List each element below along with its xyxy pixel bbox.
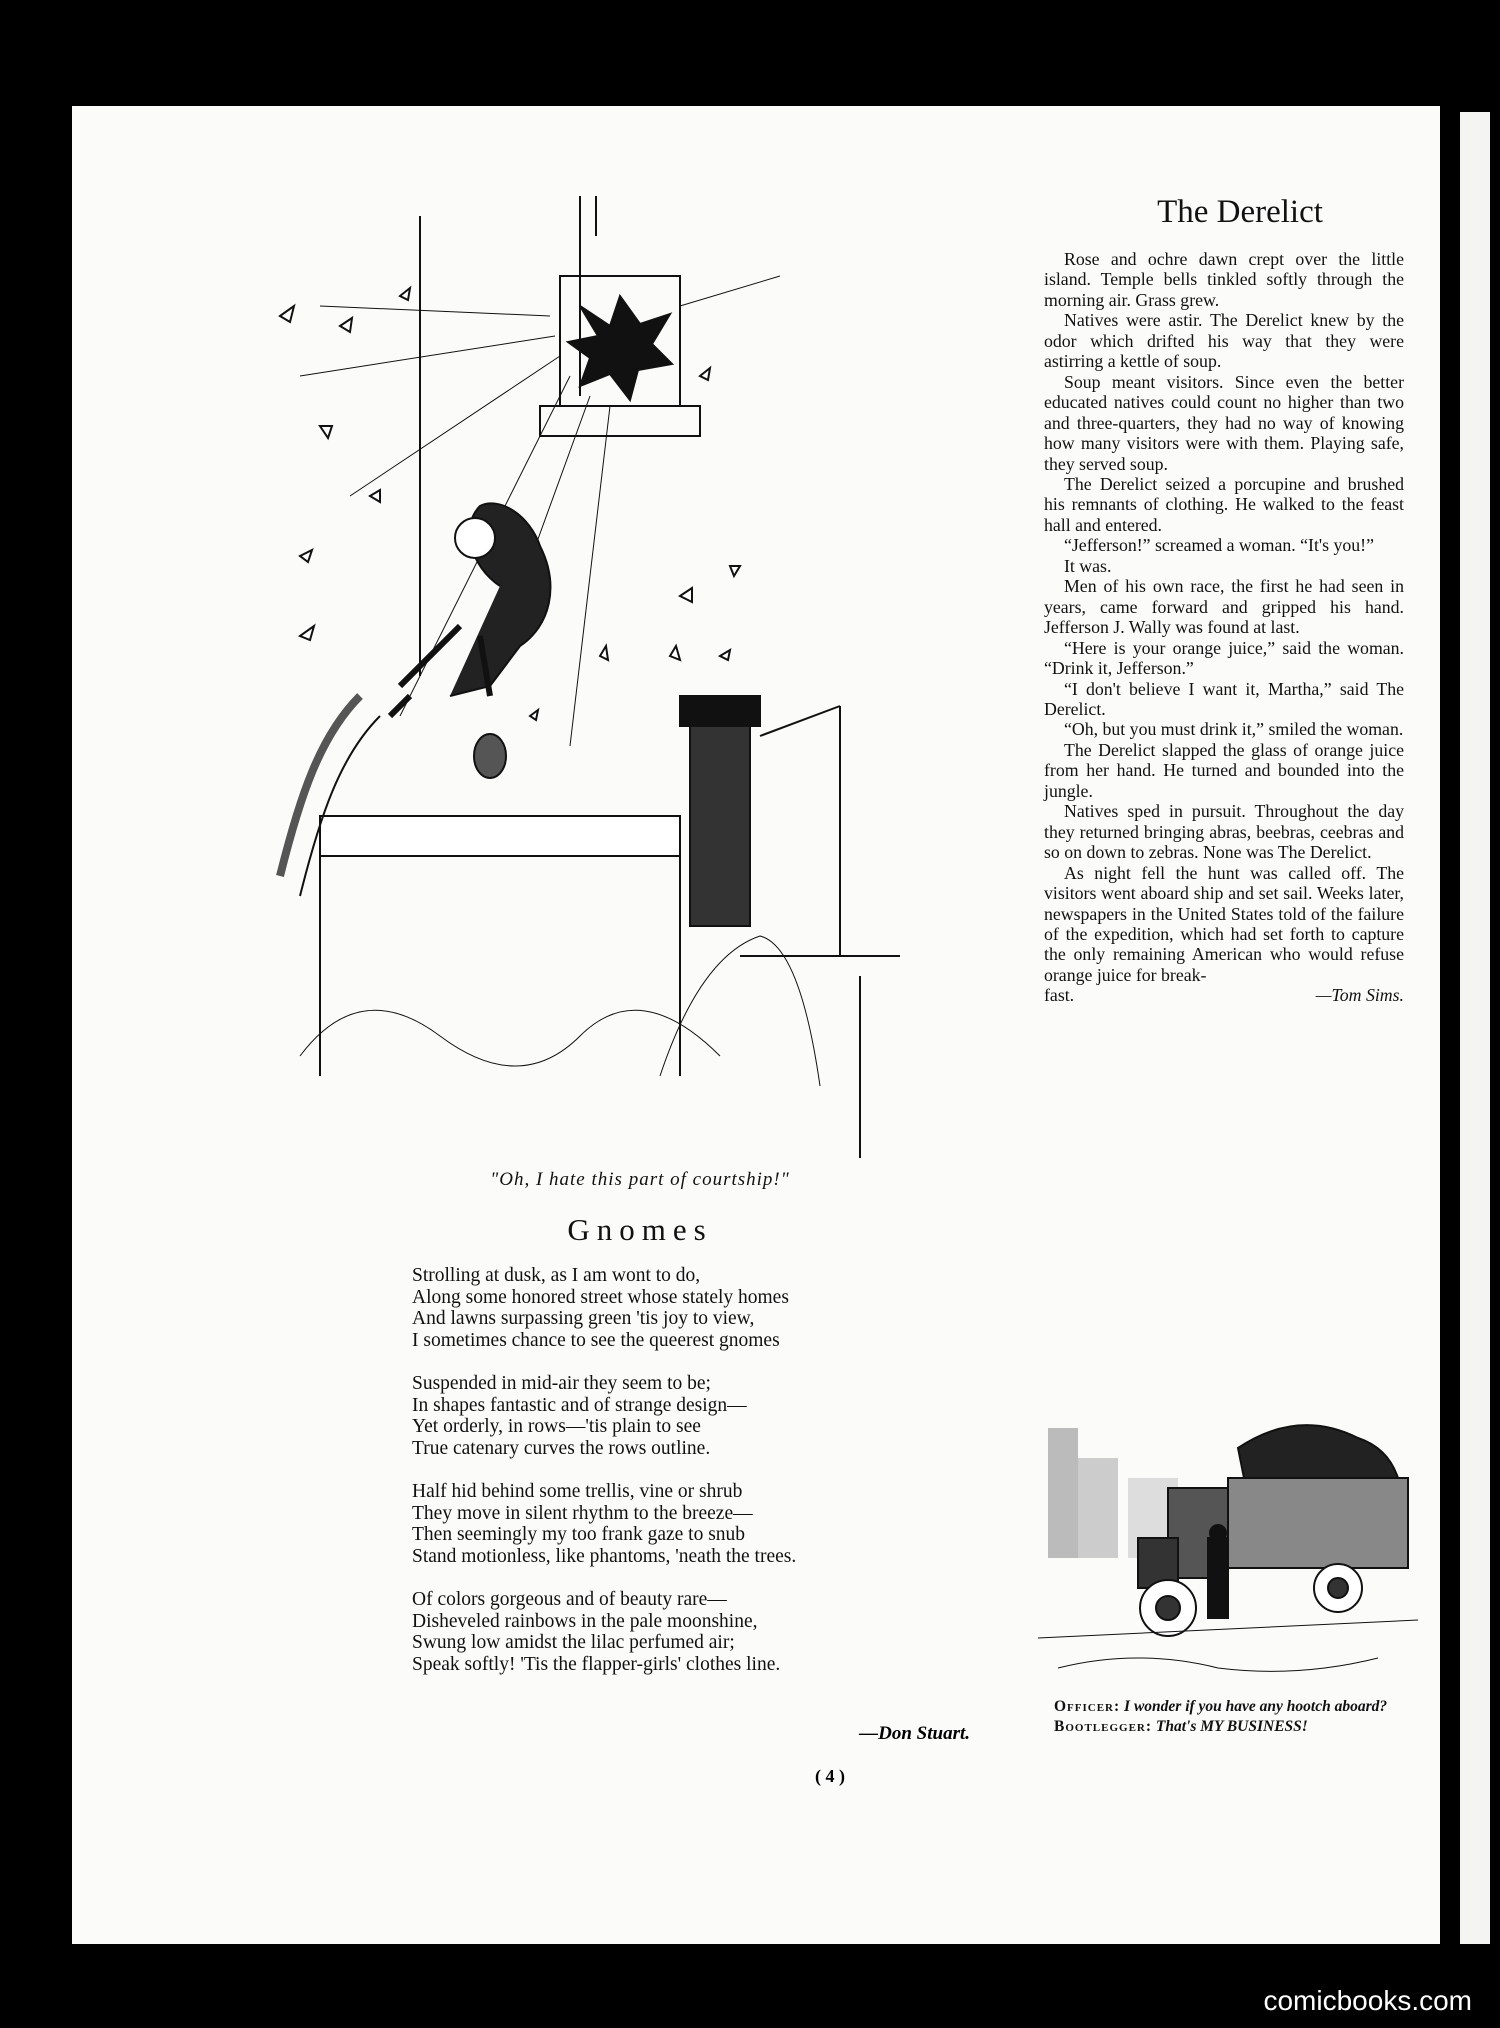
- facing-page-edge: [1460, 112, 1490, 1944]
- story-body: [1044, 249, 1404, 1006]
- poem-line: Half hid behind some trellis, vine or shrub: [412, 1481, 743, 1502]
- poem-line: Swung low amidst the lilac perfumed air;: [412, 1632, 735, 1653]
- story-paragraph: As night fell the hunt was called off. The visitors went aboard ship and set sail. Weeks later, newspapers in the United States told of the failure of the expedition, which had set forth to capture the only remaining American who would refuse orange juice for break-: [1044, 862, 1404, 985]
- story-paragraph: “I don't believe I want it, Martha,” said The Derelict.: [1044, 678, 1404, 719]
- poem-stanza: [412, 1265, 972, 1351]
- story-paragraph: The Derelict slapped the glass of orange juice from her hand. He turned and bounded into the jungle.: [1044, 739, 1404, 801]
- officer-text: I wonder if you have any hootch aboard?: [1124, 1698, 1388, 1715]
- poem-body: [412, 1265, 972, 1697]
- story-paragraph: “Oh, but you must drink it,” smiled the woman.: [1064, 719, 1404, 740]
- story-paragraph: “Jefferson!” screamed a woman. “It's you!”: [1064, 535, 1374, 556]
- poem-line: Then seemingly my too frank gaze to snub: [412, 1524, 746, 1545]
- poem-line: Disheveled rainbows in the pale moonshine,: [412, 1610, 758, 1632]
- poem-author: —Don Stuart.: [859, 1723, 970, 1744]
- poem-stanza: [412, 1481, 972, 1567]
- poem-line: Along some honored street whose stately homes: [412, 1286, 789, 1308]
- poem-line: True catenary curves the rows outline.: [412, 1437, 711, 1459]
- story-paragraph: Men of his own race, the first he had seen in years, came forward and gripped his hand. Jefferson J. Wally was found at last.: [1044, 576, 1404, 638]
- poem-stanza: [412, 1373, 972, 1459]
- story-paragraph: Soup meant visitors. Since even the better educated natives could count no higher than two and three-quarters, they had no way of knowing how many visitors were with them. Playing safe, they served soup.: [1044, 371, 1404, 474]
- officer-line: [1054, 1697, 1434, 1717]
- poem-line: Suspended in mid-air they seem to be;: [412, 1373, 711, 1394]
- truck-officer-bootlegger-icon: [1038, 1388, 1420, 1688]
- story-paragraph: Natives sped in pursuit. Throughout the day they returned bringing abras, beebras, ceebras and so on down to zebras. None was The Derelict.: [1044, 801, 1404, 863]
- poem-line: I sometimes chance to see the queerest gnomes: [412, 1329, 780, 1351]
- bootlegger-label: Bootlegger:: [1054, 1718, 1153, 1735]
- poem-line: And lawns surpassing green 'tis joy to view,: [412, 1308, 755, 1329]
- truck-caption: [1054, 1697, 1434, 1737]
- story-paragraph: The Derelict seized a porcupine and brushed his remnants of clothing. He walked to the feast hall and entered.: [1044, 473, 1404, 535]
- poem-line: In shapes fantastic and of strange design—: [412, 1394, 747, 1416]
- story-paragraph: Natives were astir. The Derelict knew by the odor which drifted his way that they were astirring a kettle of soup.: [1044, 310, 1404, 372]
- poem-line: Stand motionless, like phantoms, 'neath the trees.: [412, 1545, 797, 1567]
- poem-line: Of colors gorgeous and of beauty rare—: [412, 1589, 727, 1610]
- story-final-word: fast.: [1044, 985, 1075, 1006]
- watermark: comicbooks.com: [1263, 1985, 1472, 2016]
- story-paragraph: “Here is your orange juice,” said the woman. “Drink it, Jefferson.”: [1044, 637, 1404, 679]
- poem-title: Gnomes: [567, 1212, 713, 1247]
- officer-label: Officer:: [1054, 1698, 1121, 1715]
- poem-line: They move in silent rhythm to the breeze—: [412, 1502, 753, 1524]
- story-paragraph: It was.: [1064, 555, 1112, 576]
- story-closing-line: [1044, 985, 1404, 1005]
- bootlegger-text: That's MY BUSINESS!: [1155, 1718, 1308, 1735]
- poem-line: Yet orderly, in rows—'tis plain to see: [412, 1416, 701, 1437]
- bootlegger-line: [1054, 1717, 1434, 1737]
- poem-line: Speak softly! 'Tis the flapper-girls' clothes line.: [412, 1653, 781, 1675]
- poem-line: Strolling at dusk, as I am wont to do,: [412, 1265, 701, 1286]
- page-number: ( 4 ): [815, 1766, 845, 1786]
- poem-stanza: [412, 1589, 972, 1675]
- story-author: —Tom Sims.: [1315, 985, 1404, 1006]
- story-paragraph: Rose and ochre dawn crept over the little island. Temple bells tinkled softly through the morning air. Grass grew.: [1044, 249, 1404, 310]
- cartoon-falling-suitor-icon: [260, 196, 900, 1158]
- cartoon-caption: "Oh, I hate this part of courtship!": [490, 1169, 790, 1190]
- story-title: The Derelict: [1157, 194, 1323, 230]
